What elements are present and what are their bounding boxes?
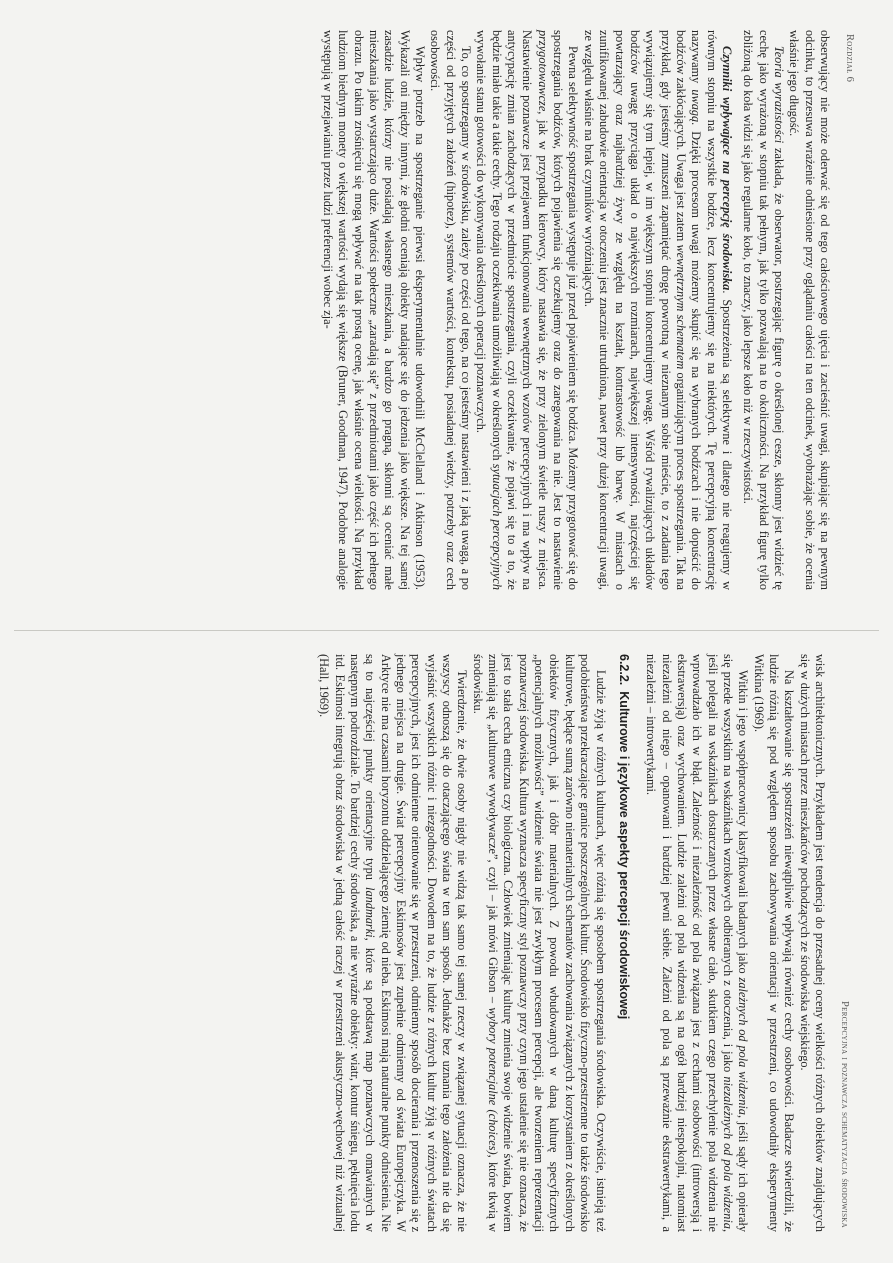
paragraph <box>740 30 786 590</box>
page-116-pane <box>0 0 893 631</box>
paragraph: wisk architektonicznych. Przykładem jest tendencja do przesadnej oceny wielkości różnych obiektów znajdujących się w dużych miastach przez mieszkańców pochodzących ze środowiska wiejskiego. <box>797 654 827 1232</box>
term-emphasis: niezależnych od pola widzenia <box>720 1076 735 1229</box>
term-emphasis: landmarki <box>363 887 378 938</box>
term-emphasis: uwagą <box>689 89 704 123</box>
paragraph-text: Twierdzenie, że dwie osoby nigdy nie widzą tak samo tej samej rzeczy w związanej sytuacji oznacza, że nie wszyscy odnoszą się do otaczającego świata w ten sam sposób. Jednakże bez uznania tego założenia nie da się wyjaśnić wszystkich różnic i niezgodności. Dowodem na to, że ludzie z różnych kultur żyją w różnych światach percepcyjnych, jest ich odmienne orientowanie się w przestrzeni, odmienny sposób docierania i przenoszenia się z jednego miejsca na drugie. Świat percepcyjny Eskimosów jest zupełnie odmienny od świata Europejczyka. W Arktyce nie ma czasami horyzontu oddzielającego ziemię od nieba. Eskimosi mają naturalne punkty odniesienia. Nie są to najczęściej punkty orientacyjne typu <box>363 654 470 1232</box>
paragraph <box>643 654 750 1232</box>
page-116 <box>320 30 855 590</box>
paragraph-text: . Spostrzeżenia są selektywne i dlatego nie reagujemy w równym stopniu na wszystkie bodźce, lecz koncentrujemy się na niektórych. Tę percepcyjną koncentrację nazywamy <box>689 30 734 590</box>
running-head-title: Percepcyjna i poznawcza schematyzacja środowiska <box>839 1001 850 1228</box>
running-head <box>839 654 850 1232</box>
paragraph-text: , jak w przypadku kierowcy, który nastawia się, że przy zielonym świetle ruszy z miejsca. Nastawienie poznawcze jest przejawem funkcjonowania wewnętrznych wzorów percepcyjnych i ma wpływ na antycypację zmian zachodzących w przedmiocie spostrzegania, czyli oczekiwanie, że pojawi się to a to, że będzie miało takie a takie cechy. Tego rodzaju oczekiwania umożliwiają w określonych <box>489 30 550 590</box>
paragraph-text: wywołanie stanu gotowości do wykonywania określonych operacji poznawczych. <box>474 30 489 433</box>
paragraph-text: , jeśli sądy ich opierały się przede wszystkim na wskaźnikach wzrokowych odbieranych z otoczenia, i jako <box>720 654 751 1232</box>
paragraph <box>581 30 734 590</box>
term-emphasis: Teoria wyrazistości <box>771 46 786 144</box>
paragraph-text: , które są podstawą map poznawczych omawianych w następnym podrozdziale. To bardziej cechy środowiska, a nie wyraźne obiekty: wiatr, kontur śniegu, pęknięcia lodu itd. Eskimosi integrują obraz środowiska w jedną całość raczej w przestrzeni akustyczno-węchowej niż wizualnej (Hall, 1969). <box>317 654 378 1232</box>
paragraph <box>316 654 469 1232</box>
paragraph: Na kształtowanie się spostrzeżeń niewątpliwie wpływają również cechy osobowości. Badacze stwierdzili, że ludzie różnią się pod względem sposobu zachowywania orientacji w przestrzeni, co udowodniły eksperymenty Witkina (1969). <box>751 654 797 1232</box>
section-title: Kulturowe i językowe aspekty percepcji środowiskowej <box>616 691 631 1020</box>
paragraph-text: Ludzie żyją w różnych kulturach, więc różnią się sposobem spostrzegania środowiska. Oczywiście, istnieją też podobieństwa przekraczające granice poszczególnych kultur. Środowisko fizyczno-przestrzenne to także środowisko kulturowe, będące sumą zarówno niematerialnych schematów zachowania związanych z korzystaniem z określonych obiektów fizycznych, jak i dóbr materialnych. Z powodu wbudowanych w daną kulturę specyficznych „potencjalnych możliwości” widzenie świata nie jest zwykłym procesem percepcji, ale tworzeniem reprezentacji poznawczej środowiska. Kultura wyznacza specyficzny styl poznawczy przy czym jego ustalenie się nie oznacza, że jest to stała cecha etniczna czy biologiczna. Człowiek zmieniając kulturę zmienia swoje widzenie świata, bowiem zmieniają się „kulturowe wywoływacze”, czyli – jak mówi Gibson – <box>486 654 608 1232</box>
section-number: 6.2.2. <box>616 654 631 686</box>
page-117-body <box>316 654 827 1232</box>
paragraph <box>469 654 607 1232</box>
paragraph-text: , które tkwią w środowisku. <box>470 654 501 1233</box>
page-117 <box>316 654 850 1232</box>
paragraph-text: . Dzięki procesom uwagi możemy skupić się na wybranych bodźcach i nie dopuścić do bodźców zakłócających. Uwaga jest zatem <box>673 30 704 590</box>
paragraph: To, co spostrzegamy w środowisku, zależy po części od tego, na co jesteśmy nastawieni i z jaką uwagą, a po części od przyjętych założeń (hipotez), systemów wartości, kontekstu, posiadanej wiedzy, potrzeby oraz cech osobowości. <box>428 30 474 590</box>
paragraph-text: Witkin i jego współpracownicy klasyfikowali badanych jako <box>736 670 751 978</box>
paragraph-text: Pewna selektywność spostrzegania występuje już przed pojawieniem się bodźca. Możemy przygotować się do spostrzegania bodźców, których pojawienia się oczekujemy oraz do zaregowania na nie. Jest to nastawienie <box>551 30 581 590</box>
page-117-pane <box>0 632 893 1263</box>
paragraph: obserwujący nie może oderwać się od tego całościowego ujęcia i zacieśnić uwagi, skupiając się na pewnym odcinku, to przesuwa wrażenie odniesione przy oglądaniu całości na ten odcinek, wyobrażając sobie, że ocenia właśnie jego długość. <box>787 30 832 590</box>
paragraph-text: zakłada, że obserwator, postrzegając figurę o określonej cesze, skłonny jest widzieć tę cechę jako wyrażoną w stopniu tak pełnym, jak tylko pozwalają na to okoliczności. Na przykład figurę tylko zbliżoną do koła widzi się jako regularne koło, to znaczy, jako lepsze koło niż w rzeczywistości. <box>741 30 786 590</box>
paragraph-text: , jeśli polegali na wskaźnikach dostarczanych przez własne ciało, skutkiem czego przechylenie pola widzenia nie wprowadzało ich w błąd. Zależność i niezależność od pola związana jest z cechami osobowości (introwersją i ekstrawersją) oraz wychowaniem. Ludzie zależni od pola widzenia są na ogół bardziej niespokojni, natomiast niezależni od niego – opanowani i bardziej pewni siebie. Zależni od pola są przeważnie ekstrawertykami, a niezależni – introwertykami. <box>644 654 735 1233</box>
inline-heading: Czynniki wpływające na percepcję środowiska <box>719 46 734 291</box>
term-emphasis: przygotowawcze <box>535 30 550 112</box>
paragraph-text: organizującym proces spostrzegania. Tak na przykład, gdy jesteśmy zmuszeni zapamiętać drogę powrotną w nieznanym sobie mieście, to z zadania tego wywiązujemy się tym lepiej, w im większym stopniu koncentrujemy uwagę. Wśród rywalizujących układów bodźców uwagę przyciąga układ o największych rozmiarach, największej intensywności, najczęściej się powtarzający oraz najbardziej żywy ze względu na kształt, kontrastowość lub barwę. W miastach o zunifikowanej zabudowie orientacja w otoczeniu jest znacznie utrudniona, nawet przy dużej koncentracji uwagi, ze względu właśnie na brak czynników wyróżniających. <box>581 30 688 591</box>
running-head <box>844 30 855 590</box>
running-head-chapter: Rozdział 6 <box>844 34 855 83</box>
term-emphasis: wybory potencjalne (choices) <box>486 1007 501 1155</box>
page-116-body <box>320 30 832 590</box>
term-emphasis: sytuacjach percepcyjnych <box>489 463 504 590</box>
paragraph <box>473 30 580 590</box>
spread-divider <box>14 630 879 631</box>
paragraph: Wpływ potrzeb na spostrzeganie pierwsi eksperymentalnie udowodnili McClelland i Atkinson (1953). Wykazali oni między innymi, że głodni oceniają obiekty nadające się do jedzenia jako większe. Na tej samej zasadzie ludzie, którzy nie posiadają własnego mieszkania, a bardzo go pragną, skłonni są oceniać małe mieszkania jako wystarczająco duże. Wartości społeczne „zaradają się” z przedmiotami jako część ich pełnego obrazu. Po takim zrośnięciu się mogą wpływać na tak prostą ocenę, jak właśnie ocena wielkości. Na przykład ludziom biednym monety o większej wartości wydają się większe (Bruner, Goodman, 1947). Podobne analogie występują w przejawianiu przez ludzi preferencji wobec zja- <box>321 30 428 590</box>
section-heading <box>616 654 631 1232</box>
term-emphasis: zależnych od pola widzenia <box>736 977 751 1115</box>
term-emphasis: wewnętrznym schematem <box>673 244 688 370</box>
